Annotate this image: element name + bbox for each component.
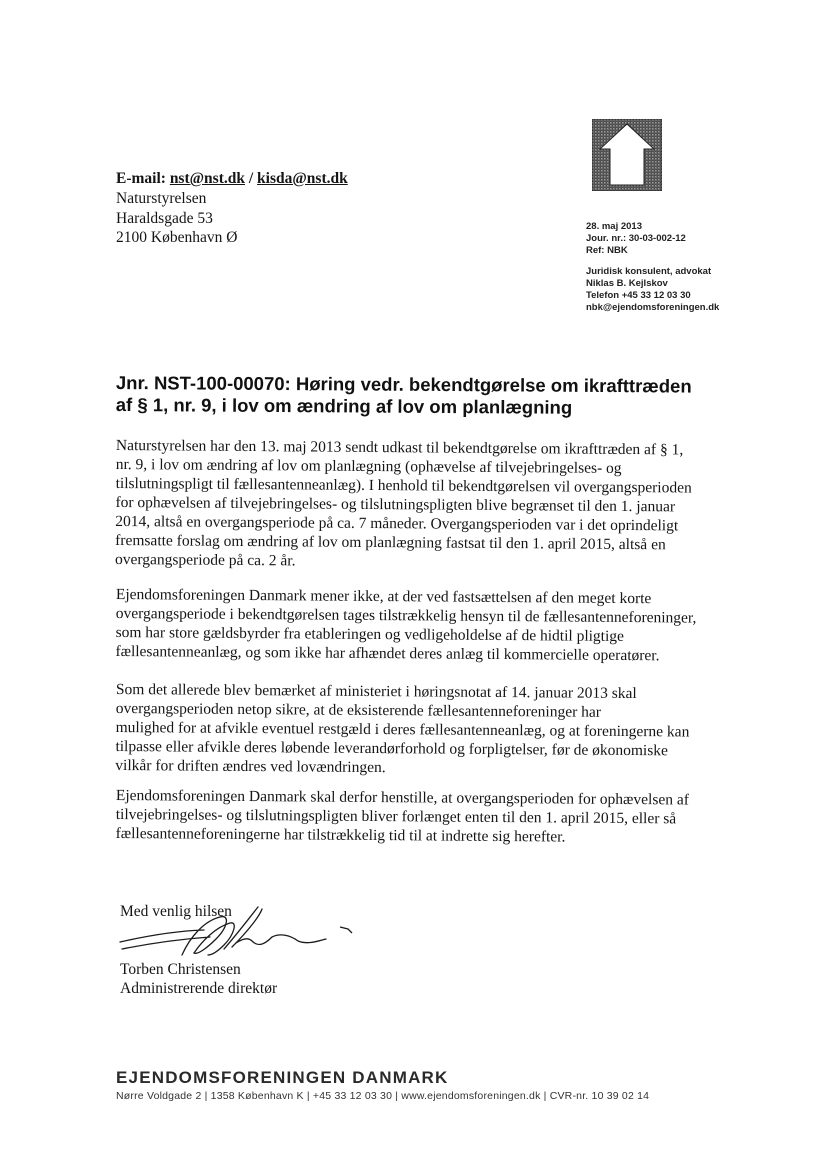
paragraph-line: fællesantenneanlæg, og som ikke har afhændet deres anlæg til kommercielle operatører. xyxy=(115,642,660,665)
email-link-kisda[interactable]: kisda@nst.dk xyxy=(257,170,348,187)
paragraph-line: tilvejebringelses- og tilslutningspligten bliver forlænget enten til den 1. april 2015, eller så xyxy=(115,805,677,828)
signer-block xyxy=(120,960,277,998)
paragraph-line: tilpasse eller afvikle deres løbende leverandørforhold og forpligtelser, før de økonomiske xyxy=(115,737,668,760)
contact-title: Juridisk konsulent, advokat xyxy=(586,266,712,278)
email-label: E-mail: xyxy=(116,170,166,187)
handwritten-signature xyxy=(112,897,372,969)
paragraph-line: overgangsperiode i bekendtgørelsen tages tilstrækkelig hensyn til de fællesantenneforeninger, xyxy=(115,604,697,627)
paragraph-line: overgangsperiode på ca. 2 år. xyxy=(114,550,296,570)
paragraph-4 xyxy=(116,786,716,848)
paragraph-line: for ophævelsen af tilvejebringelses- og tilslutningspligten blive begrænset til den 1. januar xyxy=(115,493,676,516)
paragraph-line: overgangsperioden netop sikre, at de eksisterende fællesantenneforeninger har xyxy=(115,699,602,721)
paragraph-line: Ejendomsforeningen Danmark skal derfor henstille, at overgangsperioden for ophævelsen af xyxy=(115,786,690,809)
recipient-city: 2100 København Ø xyxy=(116,229,238,246)
paragraph-line: Som det allerede blev bemærket af ministeriet i høringsnotat af 14. januar 2013 skal xyxy=(115,680,637,703)
footer-organization: EJENDOMSFORENINGEN DANMARK xyxy=(116,1068,449,1087)
footer-address: Nørre Voldgade 2 | 1358 København K | +45 33 12 03 30 | www.ejendomsforeningen.dk | CVR-nr. 10 39 02 14 xyxy=(116,1090,650,1102)
paragraph-3 xyxy=(115,680,716,780)
email-link-nst[interactable]: nst@nst.dk xyxy=(169,170,245,187)
letter-meta xyxy=(586,221,719,314)
house-logo-icon xyxy=(592,119,662,191)
reference: Ref: NBK xyxy=(586,244,628,256)
paragraph-line: som har store gældsbyrder fra etableringen og vedligeholdelse af de hidtil pligtige xyxy=(115,623,625,645)
paragraph-line: Naturstyrelsen har den 13. maj 2013 sendt udkast til bekendtgørelse om ikrafttræden af § 1, xyxy=(115,436,684,459)
paragraph-line: vilkår for driften ændres ved lovændringen. xyxy=(115,756,386,777)
paragraph-line: Ejendomsforeningen Danmark mener ikke, at der ved fastsættelsen af den meget korte xyxy=(115,585,652,608)
recipient-address xyxy=(116,189,237,248)
subject-line-2: af § 1, nr. 9, i lov om ændring af lov om planlægning xyxy=(115,393,573,418)
recipient-name: Naturstyrelsen xyxy=(116,190,207,207)
paragraph-1 xyxy=(115,436,716,574)
email-separator: / xyxy=(248,170,254,187)
signer-name: Torben Christensen xyxy=(120,961,241,978)
organization-logo xyxy=(592,119,662,191)
paragraph-2 xyxy=(115,585,716,666)
paragraph-line: fællesantenneforeningerne har tilstrækkelig tid til at indrette sig herefter. xyxy=(115,824,566,846)
contact-name: Niklas B. Kejlskov xyxy=(586,278,668,290)
journal-number: Jour. nr.: 30-03-002-12 xyxy=(586,232,686,244)
subject-line-1: Jnr. NST-100-00070: Høring vedr. bekendtgørelse om ikrafttræden xyxy=(115,372,692,397)
signer-title: Administrerende direktør xyxy=(120,980,278,997)
letter-date: 28. maj 2013 xyxy=(586,221,642,232)
email-line xyxy=(116,169,348,188)
letter-subject xyxy=(116,372,706,420)
paragraph-line: tilslutningspligt til fællesantenneanlæg). I henhold til bekendtgørelsen vil overgangsperioden xyxy=(115,474,692,497)
contact-email: nbk@ejendomsforeningen.dk xyxy=(586,301,720,313)
closing-greeting: Med venlig hilsen xyxy=(120,903,232,920)
paragraph-line: nr. 9, i lov om ændring af lov om planlægning (ophævelse af tilvejebringelses- og xyxy=(115,455,622,477)
paragraph-line: mulighed for at afvikle eventuel restgæld i deres fællesantenneanlæg, og at foreningerne kan xyxy=(115,718,690,741)
paragraph-line: 2014, altså en overgangsperiode på ca. 7 måneder. Overgangsperioden var i det oprindeligt xyxy=(115,512,679,535)
recipient-street: Haraldsgade 53 xyxy=(116,209,213,227)
contact-phone: Telefon +45 33 12 03 30 xyxy=(586,289,691,301)
paragraph-line: fremsatte forslag om ændring af lov om planlægning fastsat til den 1. april 2015, altså en xyxy=(115,531,666,554)
